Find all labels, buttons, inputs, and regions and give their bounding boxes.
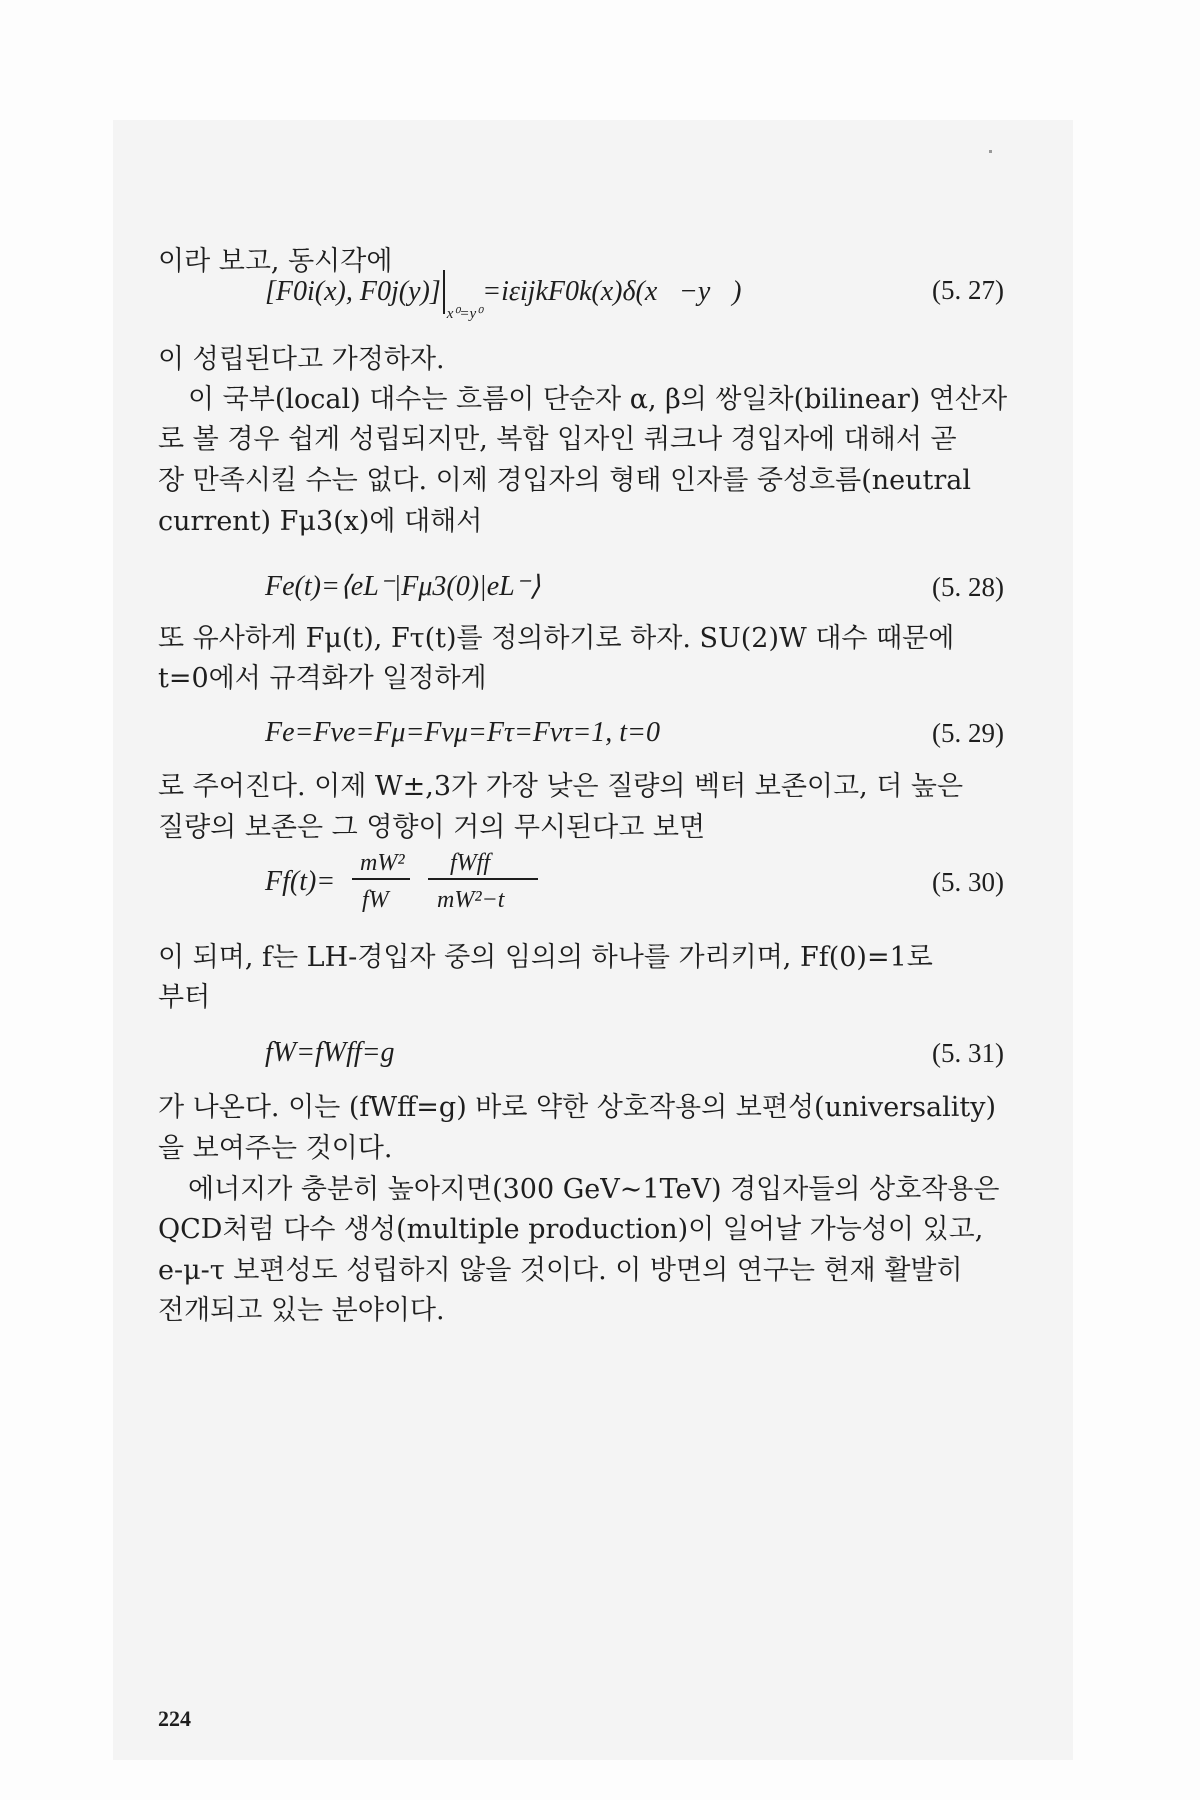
- fraction-numerator: mW²: [360, 850, 405, 876]
- fraction-denominator: fW: [362, 887, 389, 913]
- equation-5-27: [265, 270, 741, 334]
- text-line: 로 볼 경우 쉽게 성립되지만, 복합 입자인 쿼크나 경입자에 대해서 곧: [158, 424, 957, 455]
- equation-subscript: x⁰=y⁰: [446, 306, 483, 322]
- text-line: 이 성립된다고 가정하자.: [158, 344, 445, 375]
- equation-number: (5. 28): [932, 572, 1004, 602]
- equation-number: (5. 30): [932, 867, 1004, 897]
- page-number: 224: [158, 1706, 191, 1731]
- text-line: 장 만족시킬 수는 없다. 이제 경입자의 형태 인자를 중성흐름(neutral: [158, 465, 971, 496]
- text-line: e-μ-τ 보편성도 성립하지 않을 것이다. 이 방면의 연구는 현재 활발히: [158, 1255, 963, 1286]
- text-line: 가 나온다. 이는 (fWff=g) 바로 약한 상호작용의 보편성(universality): [158, 1092, 996, 1123]
- text-line: 질량의 보존은 그 영향이 거의 무시된다고 보면: [158, 812, 706, 843]
- text-line: 또 유사하게 Fμ(t), Fτ(t)를 정의하기로 하자. SU(2)W 대수 때문에: [158, 623, 955, 654]
- equation-5-29: Fe=Fνe=Fμ=Fνμ=Fτ=Fντ=1, t=0: [265, 717, 660, 748]
- equation-number: (5. 29): [932, 718, 1004, 748]
- evaluation-bar: [443, 270, 445, 314]
- equation-lhs: [F0i(x), F0j(y)]: [265, 276, 441, 307]
- fraction-denominator: mW²−t: [437, 887, 505, 913]
- equation-rhs: =iεijkF0k(x)δ(x⃗−y⃗): [482, 276, 742, 307]
- text-line: current) Fμ3(x)에 대해서: [158, 506, 483, 537]
- text-line: 전개되고 있는 분야이다.: [158, 1295, 445, 1326]
- equation-5-30: [265, 862, 335, 902]
- text-line: 부터: [158, 982, 211, 1013]
- equation-5-28: Fe(t)=⟨eL⁻|Fμ3(0)|eL⁻⟩: [265, 571, 541, 602]
- text-line: t=0에서 규격화가 일정하게: [158, 663, 487, 694]
- text-line: 로 주어진다. 이제 W±,3가 가장 낮은 질량의 벡터 보존이고, 더 높은: [158, 771, 964, 802]
- text-line: QCD처럼 다수 생성(multiple production)이 일어날 가능성이 있고,: [158, 1214, 984, 1245]
- fraction-numerator: fWff: [450, 850, 490, 876]
- equation-lhs: Ff(t)=: [265, 866, 336, 897]
- scan-speck: [989, 150, 992, 153]
- text-line: 이라 보고, 동시각에: [158, 246, 393, 277]
- text-line: 에너지가 충분히 높아지면(300 GeV∼1TeV) 경입자들의 상호작용은: [188, 1174, 1000, 1205]
- equation-number: (5. 31): [932, 1038, 1004, 1068]
- text-line: 이 국부(local) 대수는 흐름이 단순자 α, β의 쌍일차(bilinear) 연산자: [188, 384, 1008, 415]
- text-line: 을 보여주는 것이다.: [158, 1133, 393, 1164]
- equation-number: (5. 27): [932, 275, 1004, 305]
- text-line: 이 되며, f는 LH-경입자 중의 임의의 하나를 가리키며, Ff(0)=1로: [158, 942, 933, 973]
- equation-5-31: fW=fWff=g: [265, 1037, 395, 1068]
